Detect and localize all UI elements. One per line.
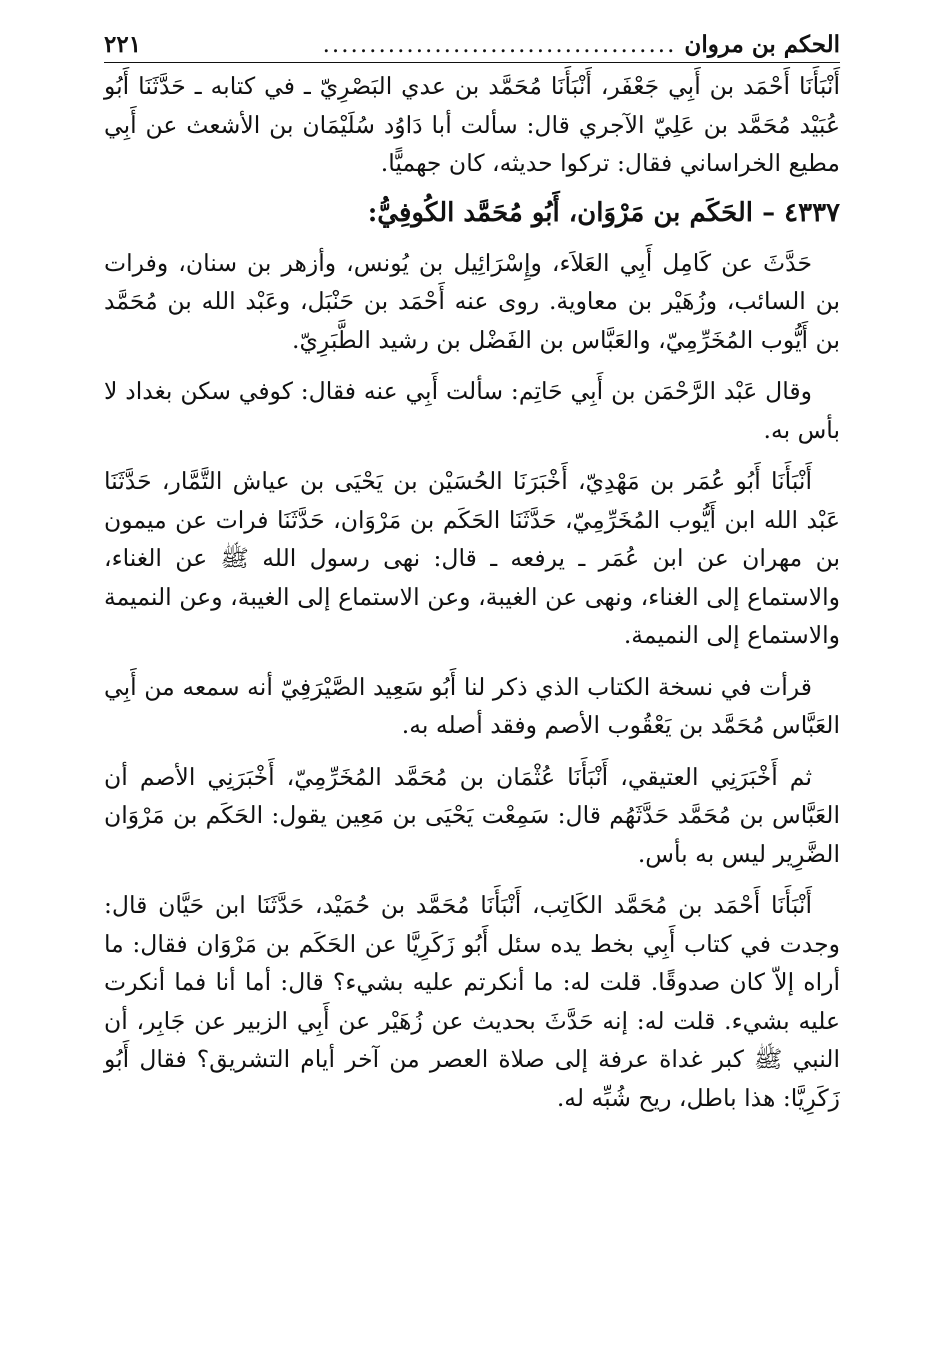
- page-number: ٢٢١: [104, 31, 142, 58]
- paragraph-ibn-abi-hatim: وقال عَبْد الرَّحْمَن بن أَبِي حَاتِم: سألت أَبِي عنه فقال: كوفي سكن بغداد لا بأس به.: [104, 377, 840, 444]
- paragraph-biography: حَدَّثَ عن كَامِل أَبِي العَلاَء، وإِسْرَائِيل بن يُونس، وأزهر بن سنان، وفرات بن السائب، وزُهَيْر بن معاوية. روى عنه أَحْمَد بن حَنْبَل، وعَبْد الله بن مُحَمَّد بن أَيُّوب المُخَرِّمِيّ، والعَبَّاس بن الفَضْل بن رشيد الطَّبَرِيّ.: [104, 248, 840, 354]
- document-page: [104, 30, 840, 1117]
- entry-heading: ٤٣٣٧ – الحَكَم بن مَرْوَان، أَبُو مُحَمَّد الكُوفِيُّ:: [367, 197, 840, 228]
- paragraph-abu-zakariya: أَنْبَأَنَا أَحْمَد بن مُحَمَّد الكَاتِب، أَنْبَأَنَا مُحَمَّد بن حُمَيْد، حَدَّثَنَا ابن حَيَّان قال: وجدت في كتاب أَبِي بخط يده سئل أَبُو زَكَرِيَّا عن الحَكَم بن مَرْوَان فقال: ما أراه إلاّ كان صدوقًا. قلت له: ما أنكرتم عليه بشيء؟ قال: أما أنا فما أنكرت عليه بشيء. قلت له: إنه حَدَّثَ بحديث عن زُهَيْر عن أَبِي الزبير عن جَابِر، أن النبي ﷺ كبر غداة عرفة إلى صلاة العصر من آخر أيام التشريق؟ فقال أَبُو زَكَرِيَّا: هذا باطل، ريح شُبِّه له.: [104, 891, 840, 1112]
- header-leader-dots: ......................................: [322, 32, 677, 58]
- paragraph-continuation: أَنْبَأَنَا أَحْمَد بن أَبِي جَعْفَر، أَنْبَأَنَا مُحَمَّد بن عدي البَصْرِيّ ـ في كتابه ـ حَدَّثَنَا أَبُو عُبَيْد مُحَمَّد بن عَلِيّ الآجري قال: سألت أبا دَاوُد سُلَيْمَان بن الأشعث عن أَبِي مطيع الخراساني فقال: تركوا حديثه، كان جهميًّا.: [104, 72, 840, 177]
- paragraph-hadith-ghina: أَنْبَأَنَا أَبُو عُمَر بن مَهْدِيّ، أَخْبَرَنَا الحُسَيْن بن يَحْيَى بن عياش التَّمَّار، حَدَّثَنَا عَبْد الله ابن أَيُّوب المُخَرِّمِيّ، حَدَّثَنَا الحَكَم بن مَرْوَان، حَدَّثَنَا فرات عن ميمون بن مهران عن ابن عُمَر ـ يرفعه ـ قال: نهى رسول الله ﷺ عن الغناء، والاستماع إلى الغناء، ونهى عن الغيبة، وعن الاستماع إلى الغيبة، وعن النميمة والاستماع إلى النميمة.: [104, 467, 840, 649]
- paragraph-ibn-main: ثم أَخْبَرَنِي العتيقي، أَنْبَأَنَا عُثْمَان بن مُحَمَّد المُخَرِّمِيّ، أَخْبَرَنِي الأصم أن العَبَّاس بن مُحَمَّد حَدَّثَهُم قال: سَمِعْت يَحْيَى بن مَعِين يقول: الحَكَم بن مَرْوَان الضَّرِير ليس به بأس.: [104, 762, 840, 868]
- paragraph-nuskha: قرأت في نسخة الكتاب الذي ذكر لنا أَبُو سَعِيد الصَّيْرَفِيّ أنه سمعه من أَبِي العَبَّاس مُحَمَّد بن يَعْقُوب الأصم وفقد أصله به.: [104, 672, 840, 739]
- running-header: [104, 30, 840, 63]
- header-title: الحكم بن مروان: [684, 31, 840, 58]
